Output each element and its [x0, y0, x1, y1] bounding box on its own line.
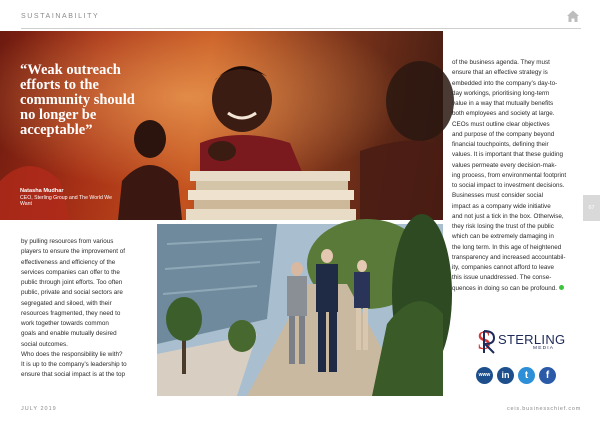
- text-line: ity, companies cannot afford to leave: [452, 264, 554, 271]
- text-line: segregated and siloed, with their: [21, 299, 112, 307]
- linkedin-icon[interactable]: in: [497, 367, 514, 384]
- section-label: SUSTAINABILITY: [21, 13, 100, 20]
- home-icon[interactable]: [566, 9, 580, 23]
- quote-author-role: CEO, Sterling Group and The World We Want: [20, 195, 112, 208]
- text-line: effectiveness and efficiency of the: [21, 258, 116, 266]
- text-line: work together towards common: [21, 320, 109, 327]
- header-divider: [21, 28, 581, 29]
- text-line: players to ensure the improvement of: [21, 248, 125, 256]
- text-line: ing process, from environmental footprint: [452, 171, 567, 179]
- text-line: they risk losing the trust of the public: [452, 223, 554, 230]
- twitter-icon[interactable]: t: [518, 367, 535, 384]
- end-mark-icon: [559, 285, 564, 290]
- text-line: Who does the responsibility lie with?: [21, 350, 123, 358]
- text-line: which can be extremely damaging in: [452, 233, 554, 241]
- logo-name: STERLING: [498, 332, 566, 347]
- text-line: goals and enable mutually desired: [21, 330, 117, 338]
- sterling-media-logo[interactable]: [476, 325, 586, 355]
- text-line: ensure that an effective strategy is: [452, 69, 548, 77]
- text-line: services companies can offer to the: [21, 268, 120, 276]
- text-line: ensure that social impact is at the top: [21, 371, 125, 379]
- text-line: the long term. In this age of heightened: [452, 243, 562, 251]
- logo-subtitle: MEDIA: [533, 346, 555, 351]
- text-line: day workings, prioritising long-term: [452, 89, 550, 97]
- footer-url[interactable]: ceis.businesschief.com: [507, 406, 582, 412]
- text-line: resources fragmented, they need to: [21, 309, 121, 317]
- text-line: values. It is important that these guiding: [452, 151, 563, 159]
- page-number-left: 66: [5, 236, 12, 242]
- text-line: to social impact to investment decisions.: [452, 182, 565, 189]
- footer-date: JULY 2019: [21, 406, 57, 412]
- quote-author-name: Natasha Mudhar: [20, 188, 64, 194]
- text-line: Businesses must consider social: [452, 192, 543, 200]
- pull-quote: “Weak outreach efforts to the community should no longer be acceptable”: [20, 62, 135, 138]
- text-line: and not just a tick in the box. Otherwise,: [452, 212, 564, 220]
- text-line: transparency and increased accountabil-: [452, 253, 566, 261]
- text-line: both employees and society at large.: [452, 110, 555, 118]
- text-line: of the business agenda. They must: [452, 59, 550, 66]
- text-line-last: [452, 284, 580, 294]
- text-line: by pulling resources from various: [21, 238, 114, 245]
- street-photo: [157, 224, 443, 396]
- text-line: CEOs must outline clear objectives: [452, 120, 550, 128]
- text-line: embedded into the company’s day-to-: [452, 79, 558, 87]
- text-line: and purpose of the company beyond: [452, 130, 555, 138]
- text-line: impact as a company wide initiative: [452, 202, 551, 210]
- text-line: values permeate every decision-mak-: [452, 161, 557, 169]
- text-line: financial touchpoints, defining their: [452, 141, 549, 148]
- text-line: public, private and social sectors are: [21, 289, 123, 297]
- text-line-content: quences in doing so can be profound.: [452, 284, 558, 292]
- text-line: value in a way that mutually benefits: [452, 100, 554, 107]
- page-number-tab: 67: [583, 195, 600, 221]
- logo-mark-icon: [476, 325, 498, 355]
- text-line: It is up to the company’s leadership to: [21, 361, 127, 368]
- web-icon[interactable]: www: [476, 367, 493, 384]
- street-illustration: [157, 224, 443, 396]
- text-line: social outcomes.: [21, 340, 68, 348]
- right-column-text: [452, 58, 580, 294]
- left-column-text: [21, 237, 149, 381]
- facebook-icon[interactable]: f: [539, 367, 556, 384]
- text-line: this issue unaddressed. The conse-: [452, 274, 552, 282]
- svg-text:S: S: [477, 326, 492, 355]
- text-line: public through joint efforts. Too often: [21, 279, 123, 286]
